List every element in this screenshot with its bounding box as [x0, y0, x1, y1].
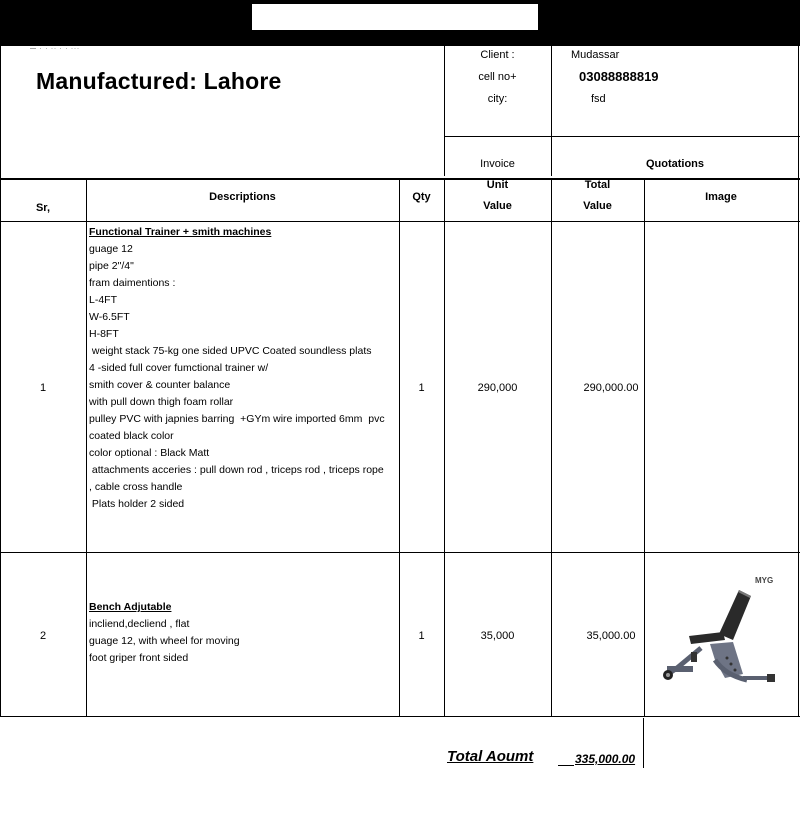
header-descriptions: Descriptions: [209, 191, 276, 203]
header-qty: Qty: [412, 191, 431, 203]
row1-line: Plats holder 2 sided: [89, 498, 185, 510]
header-total-value-line2: Value: [583, 200, 612, 212]
row1-qty: 1: [418, 382, 425, 394]
faint-header-scribble: — · · ·· · · ···: [30, 46, 80, 52]
row2-line: incliend,decliend , flat: [89, 618, 190, 630]
row1-line: smith cover & counter balance: [89, 379, 231, 391]
row2-title: Bench Adjutable: [89, 601, 172, 613]
row1-line: color optional : Black Matt: [89, 447, 210, 459]
row2-description: [89, 599, 397, 667]
client-value: Mudassar: [571, 49, 620, 61]
row1-line: L-4FT: [89, 294, 118, 306]
grid-line: [0, 716, 800, 717]
grid-line: [0, 221, 800, 222]
total-label: Total Aoumt: [447, 748, 534, 765]
row1-line: guage 12: [89, 243, 133, 255]
row1-line: pulley PVC with japnies barring +GYm wire imported 6mm pvc: [89, 413, 385, 425]
adjustable-bench-image: [655, 580, 785, 695]
total-value: 335,000.00: [575, 752, 636, 766]
row1-line: 4 -sided full cover fumctional trainer w/: [89, 362, 269, 374]
row1-line: pipe 2"/4": [89, 260, 134, 272]
row1-unit-value: 290,000: [477, 382, 518, 394]
header-sr: Sr,: [35, 202, 51, 214]
header-unit-value-line1: Unit: [486, 179, 509, 191]
row1-line: , cable cross handle: [89, 481, 183, 493]
row2-unit-value: 35,000: [480, 630, 515, 642]
cell-label: cell no+: [478, 71, 517, 83]
top-banner-blank-box: [252, 4, 538, 30]
row1-description: [89, 224, 397, 513]
grid-line: [86, 178, 87, 717]
grid-line: [444, 46, 445, 176]
cell-value: 03088888819: [579, 69, 659, 84]
row1-line: fram daimentions :: [89, 277, 176, 289]
row1-line: H-8FT: [89, 328, 119, 340]
row1-line: W-6.5FT: [89, 311, 130, 323]
total-underline-prefix: [558, 765, 574, 766]
header-unit-value-line2: Value: [483, 200, 512, 212]
grid-line: [643, 718, 644, 768]
grid-line: [0, 178, 800, 180]
row2-line: guage 12, with wheel for moving: [89, 635, 240, 647]
page-title: Manufactured: Lahore: [36, 68, 282, 94]
row1-line: coated black color: [89, 430, 174, 442]
grid-line: [798, 46, 799, 717]
city-value: fsd: [591, 93, 606, 105]
city-label: city:: [487, 93, 508, 105]
row1-line: weight stack 75-kg one sided UPVC Coated soundless plats: [89, 345, 372, 357]
grid-line: [0, 552, 800, 553]
header-image: Image: [705, 191, 737, 203]
row1-title: Functional Trainer + smith machines: [89, 226, 272, 238]
row1-sr: 1: [39, 382, 47, 394]
row2-sr: 2: [39, 630, 47, 642]
row2-total-value: 35,000.00: [586, 630, 636, 642]
row1-line: with pull down thigh foam rollar: [89, 396, 234, 408]
bench-brand-label: MYG: [755, 576, 774, 585]
row2-qty: 1: [418, 630, 425, 642]
grid-line: [444, 136, 800, 137]
row1-total-value: 290,000.00: [583, 382, 639, 394]
header-total-value-line1: Total: [584, 179, 611, 191]
row1-line: attachments acceries : pull down rod , triceps rod , triceps rope: [89, 464, 384, 476]
invoice-label: Invoice: [480, 158, 515, 170]
row2-line: foot griper front sided: [89, 652, 189, 664]
client-label: Client :: [480, 49, 515, 61]
quotations-label: Quotations: [645, 158, 705, 170]
grid-line: [551, 46, 552, 176]
